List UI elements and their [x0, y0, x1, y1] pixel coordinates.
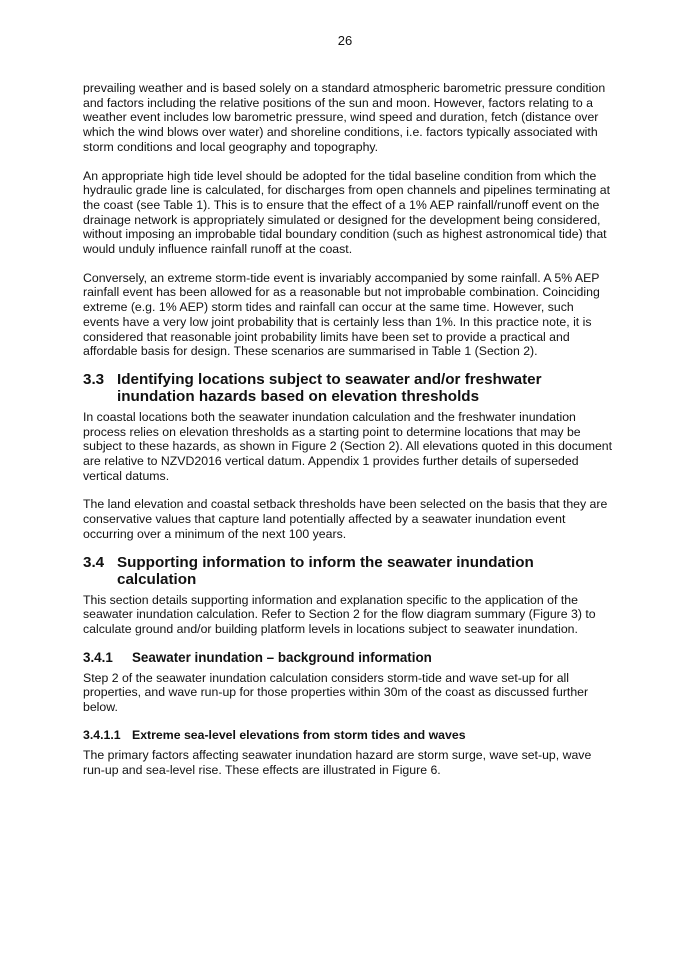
- section-3-4-paragraph: This section details supporting information and explanation specific to the application of the seawater inundation calculation. Refer to Section 2 for the flow diagram summary (Figure 3) to calculate ground and/or building platform levels in locations subject to seawater inundation.: [83, 592, 596, 636]
- section-3-4-1-1-paragraph: The primary factors affecting seawater inundation hazard are storm surge, wave set-up, wave run-up and sea-level rise. These effects are illustrated in Figure 6.: [83, 747, 592, 777]
- section-3-3-title-line1: Identifying locations subject to seawater and/or freshwater: [117, 370, 542, 388]
- section-3-4-1-paragraph: Step 2 of the seawater inundation calculation considers storm-tide and wave set-up for all properties, and wave run-up for those properties within 30m of the coast as discussed further below.: [83, 670, 589, 715]
- page-content: [83, 81, 613, 791]
- section-3-4-title: Supporting information to inform the seawater inundation calculation: [117, 553, 534, 589]
- section-3-4-1-number: 3.4.1: [83, 649, 113, 665]
- section-3-4-1-1-heading: [83, 728, 613, 743]
- section-3-4-number: 3.4: [83, 553, 105, 571]
- section-3-4-1-1-title: Extreme sea-level elevations from storm tides and waves: [132, 727, 466, 742]
- intro-paragraph-3: Conversely, an extreme storm-tide event is invariably accompanied by some rainfall. A 5% AEP rainfall event has been allowed for as a reasonable but not improbable combination. Coinciding extreme (e.g. 1% AEP) storm tides and rainfall can occur at the same time. However, such events have a very low joint probability that is certainly less than 1%. In this practice note, it is considered that reasonable joint probability limits have been set to provide a practical and affordable basis for design. These scenarios are summarised in Table 1 (Section 2).: [83, 270, 600, 359]
- section-3-3-paragraph-2: The land elevation and coastal setback thresholds have been selected on the basis that they are conservative values that capture land potentially affected by a seawater inundation event occurring over a minimum of the next 100 years.: [83, 497, 608, 541]
- section-3-4-heading: [83, 554, 613, 589]
- section-3-3-number: 3.3: [83, 370, 105, 388]
- section-3-4-1-1-number: 3.4.1.1: [83, 727, 121, 742]
- section-3-3-title-line2: inundation hazards based on elevation thresholds: [117, 388, 480, 406]
- page-number: 26: [337, 33, 353, 48]
- section-3-3-paragraph-1: In coastal locations both the seawater inundation calculation and the freshwater inundation process relies on elevation thresholds as a starting point to determine locations that may be subject to these hazards, as shown in Figure 2 (Section 2). All elevations quoted in this document are relative to NZVD2016 vertical datum. Appendix 1 provides further details of superseded vertical datums.: [83, 409, 613, 483]
- intro-paragraph-2: An appropriate high tide level should be adopted for the tidal baseline condition from which the hydraulic grade line is calculated, for discharges from open channels and pipelines terminating at the coast (see Table 1). This is to ensure that the effect of a 1% AEP rainfall/runoff event on the drainage network is appropriately simulated or designed for the development being considered, without imposing an improbable tidal boundary condition (such as highest astronomical tide) that would unduly influence rainfall runoff at the coast.: [83, 168, 611, 257]
- intro-paragraph-1: prevailing weather and is based solely on a standard atmospheric barometric pressure condition and factors including the relative positions of the sun and moon. However, factors relating to a weather event includes low barometric pressure, wind speed and duration, fetch (distance over which the wind blows over water) and shoreline conditions, i.e. factors typically associated with storm conditions and local geography and topography.: [83, 81, 606, 154]
- section-3-3-heading: [83, 371, 613, 406]
- section-3-4-1-heading: [83, 650, 613, 666]
- section-3-4-1-title: Seawater inundation – background information: [132, 649, 432, 665]
- section-3-3-title: [117, 371, 542, 406]
